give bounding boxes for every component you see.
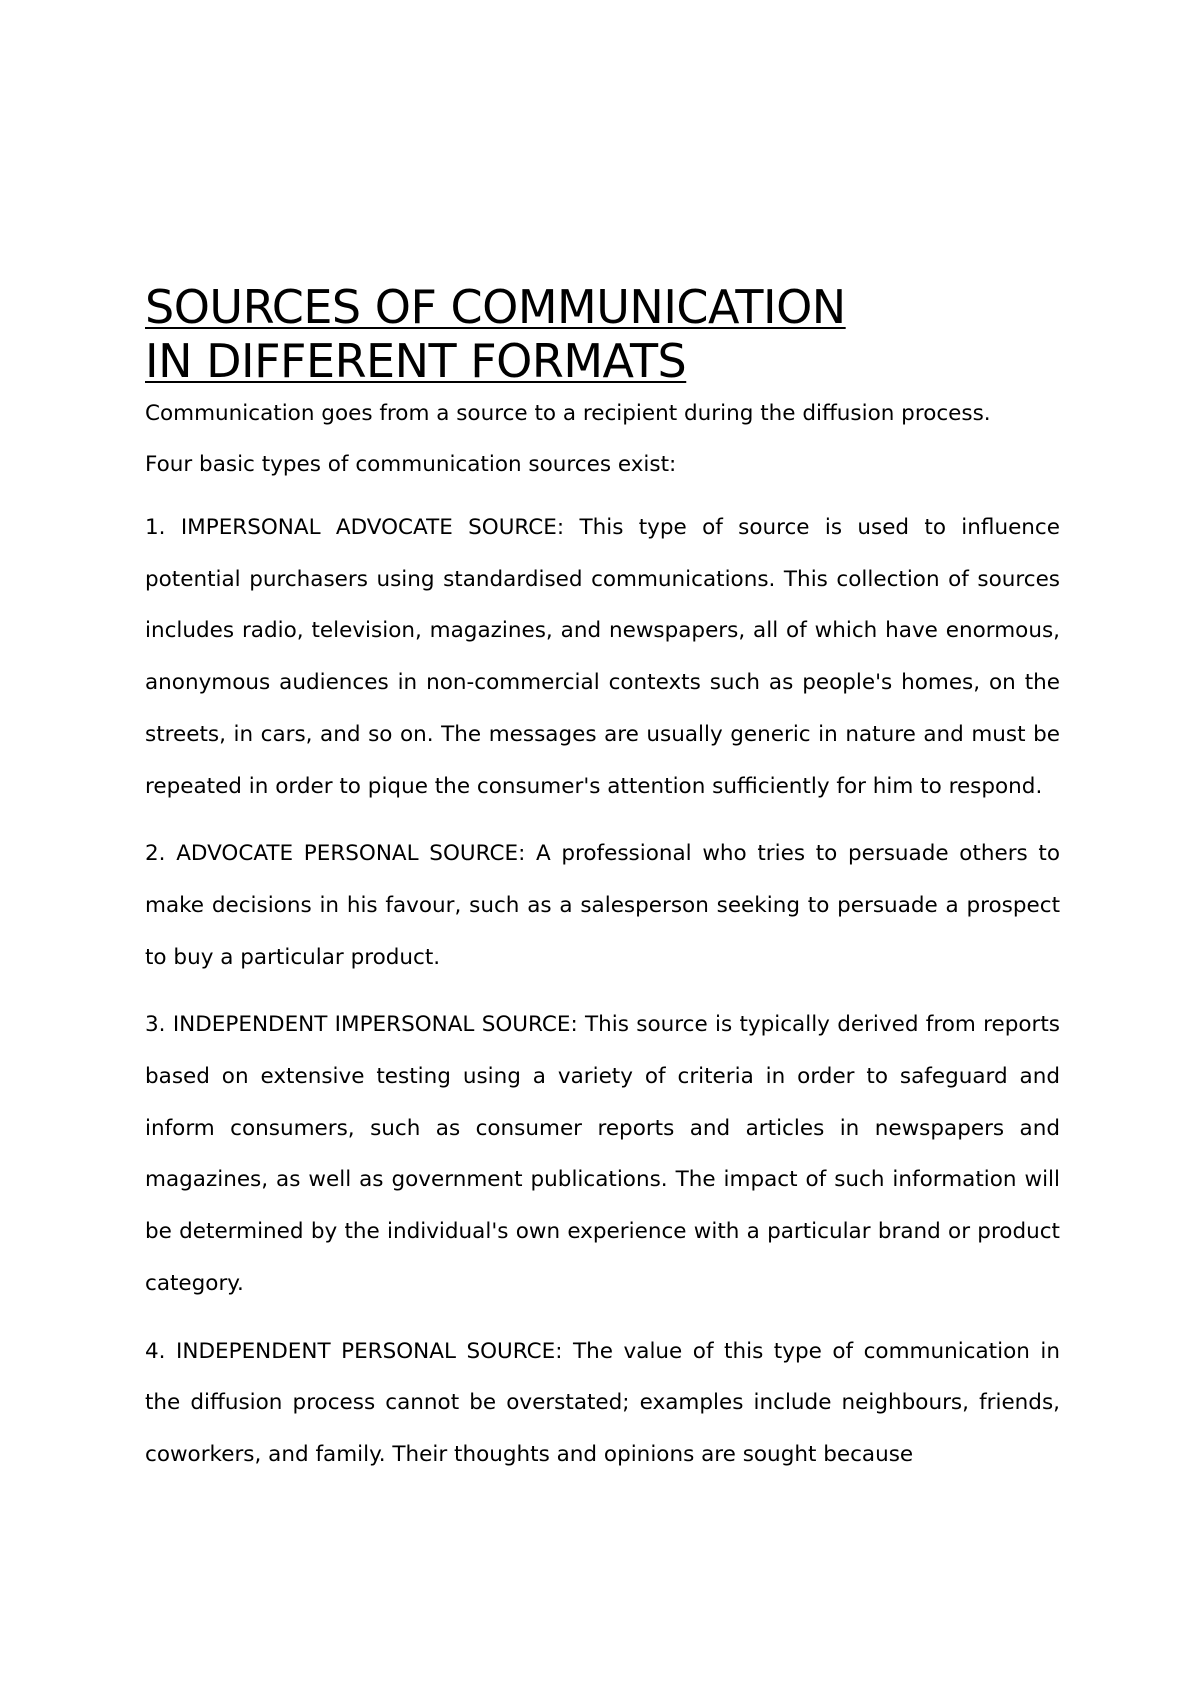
section-advocate-personal — [145, 828, 1060, 983]
title-line-2: IN DIFFERENT FORMATS — [145, 334, 687, 388]
section-heading: INDEPENDENT PERSONAL SOURCE: — [176, 1338, 563, 1364]
intro-line-2: Four basic types of communication sources exist: — [145, 452, 677, 477]
section-body: This source is typically derived from reports based on extensive testing using a variety of criteria in order to safeguard and inform consumers, such as consumer reports and articles in newspapers and magazines, as well as government publications. The impact of such information will be determined by the individual's own experience with a particular brand or product category. — [145, 1012, 1060, 1296]
section-body: This type of source is used to influence potential purchasers using standardised communications. This collection of sources includes radio, television, magazines, and newspapers, all of which have enormous, anonymous audiences in non-commercial contexts such as people's homes, on the streets, in cars, and so on. The messages are usually generic in nature and must be repeated in order to pique the consumer's attention sufficiently for him to respond. — [145, 515, 1060, 799]
section-independent-impersonal — [145, 999, 1060, 1309]
section-impersonal-advocate — [145, 502, 1060, 812]
section-heading: ADVOCATE PERSONAL SOURCE: — [176, 841, 526, 867]
intro-line-1: Communication goes from a source to a recipient during the diffusion process. — [145, 401, 991, 426]
section-number: 2. — [145, 841, 166, 867]
intro-paragraph — [145, 388, 1060, 490]
section-number: 1. — [145, 515, 166, 540]
section-body: A professional who tries to persuade others to make decisions in his favour, such as a salesperson seeking to persuade a prospect to buy a particular product. — [145, 841, 1060, 970]
page-title — [145, 280, 1060, 388]
section-number: 4. — [145, 1338, 166, 1364]
title-line-1: SOURCES OF COMMUNICATION — [145, 280, 846, 334]
section-number: 3. — [145, 1012, 166, 1038]
section-heading: IMPERSONAL ADVOCATE SOURCE: — [180, 515, 565, 540]
section-body: The value of this type of communication in the diffusion process cannot be overstated; examples include neighbours, friends, coworkers, and family. Their thoughts and opinions are sought because — [145, 1338, 1060, 1467]
section-heading: INDEPENDENT IMPERSONAL SOURCE: — [172, 1012, 578, 1038]
section-independent-personal — [145, 1326, 1060, 1481]
document-page — [145, 280, 1060, 1497]
